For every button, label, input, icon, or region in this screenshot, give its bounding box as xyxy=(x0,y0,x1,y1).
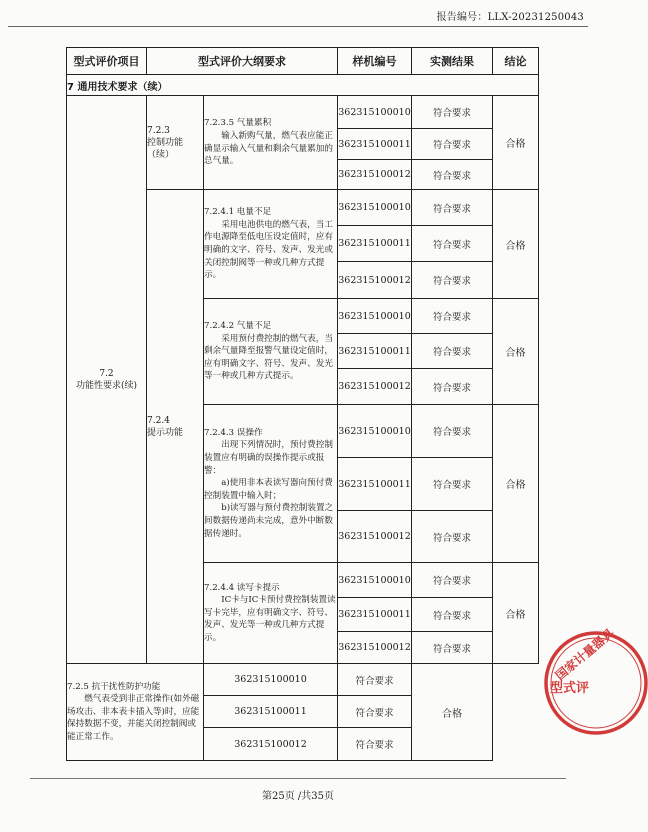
result-cell: 符合要求 xyxy=(412,458,493,511)
serial-number-cell: 362315100010 xyxy=(338,299,412,334)
serial-number-cell: 362315100011 xyxy=(338,598,412,632)
subgroup-name: 提示功能 xyxy=(147,427,184,438)
col-header-serial: 样机编号 xyxy=(338,48,412,75)
item-name: 功能性要求(续) xyxy=(75,380,138,391)
report-number: 报告编号：LLX-20231250043 xyxy=(436,12,584,23)
serial-number-cell: 362315100012 xyxy=(338,632,412,664)
serial-number-cell: 362315100011 xyxy=(204,696,338,728)
result-cell: 符合要求 xyxy=(338,728,412,761)
serial-number-cell: 362315100010 xyxy=(338,190,412,226)
serial-number-cell: 362315100010 xyxy=(338,96,412,129)
subgroup-name: 控制功能（续） xyxy=(147,137,184,160)
requirement-heading: 7.2.5 抗干扰性防护功能 xyxy=(67,681,161,692)
result-cell: 符合要求 xyxy=(412,262,493,299)
subgroup-code: 7.2.4 xyxy=(147,415,170,426)
requirement-cell xyxy=(204,190,338,299)
seal-ring xyxy=(546,633,646,733)
table-row xyxy=(67,664,539,696)
requirement-text: 出现下列情况时，预付费控制装置应有明确的误操作提示或报警： xyxy=(204,440,333,476)
conclusion-cell: 合格 xyxy=(412,664,493,761)
serial-number-cell: 362315100012 xyxy=(338,160,412,190)
requirement-cell xyxy=(204,405,338,563)
subgroup-cell xyxy=(147,96,204,190)
result-cell: 符合要求 xyxy=(412,190,493,226)
item-number: 7.2 xyxy=(99,368,114,379)
conclusion-cell: 合格 xyxy=(493,563,539,664)
official-seal xyxy=(538,625,648,738)
serial-number-cell: 362315100011 xyxy=(338,334,412,369)
section-title: 7 通用技术要求（续） xyxy=(67,75,539,96)
requirement-heading: 7.2.4.4 读写卡提示 xyxy=(204,582,280,593)
result-cell: 符合要求 xyxy=(412,129,493,160)
serial-number-cell: 362315100010 xyxy=(204,664,338,696)
result-cell: 符合要求 xyxy=(412,226,493,262)
serial-number-cell: 362315100010 xyxy=(338,405,412,458)
result-cell: 符合要求 xyxy=(412,563,493,598)
item-cell xyxy=(67,96,147,664)
result-cell: 符合要求 xyxy=(412,598,493,632)
requirement-cell xyxy=(204,299,338,405)
serial-number-cell: 362315100010 xyxy=(338,563,412,598)
table-header-row xyxy=(67,48,539,75)
page-number: 第25页 /共35页 xyxy=(262,791,334,802)
result-cell: 符合要求 xyxy=(412,96,493,129)
result-cell: 符合要求 xyxy=(338,664,412,696)
requirement-heading: 7.2.4.2 气量不足 xyxy=(204,321,272,332)
conclusion-cell: 合格 xyxy=(493,299,539,405)
requirement-text: 采用预付费控制的燃气表，当剩余气量降至报警气量设定值时，应有明确文字、符号、发声、发光等一种或几种方式提示。 xyxy=(204,333,333,382)
requirement-text: 燃气表受到非正常操作(如外磁场攻击、非本表卡插入等)时，应能保持数据不变，并能关闭控制阀或能正常工作。 xyxy=(67,694,200,742)
serial-number-cell: 362315100012 xyxy=(204,728,338,761)
subgroup-code: 7.2.3 xyxy=(147,125,170,136)
result-cell: 符合要求 xyxy=(412,160,493,190)
requirement-cell xyxy=(204,563,338,664)
seal-text-center: 型式评 xyxy=(550,681,590,696)
serial-number-cell: 362315100011 xyxy=(338,458,412,511)
result-cell: 符合要求 xyxy=(412,299,493,334)
conclusion-cell: 合格 xyxy=(493,96,539,190)
col-header-item: 型式评价项目 xyxy=(67,48,147,75)
requirement-cell xyxy=(204,96,338,190)
result-cell: 符合要求 xyxy=(412,334,493,369)
requirement-heading: 7.2.4.1 电量不足 xyxy=(204,207,272,218)
requirement-text: 采用电池供电的燃气表，当工作电源降至低电压设定值时，应有明确的文字、符号、发声、发光或关闭控制阀等一种或几种方式提示。 xyxy=(204,219,333,281)
table-row xyxy=(67,96,539,129)
result-cell: 符合要求 xyxy=(338,696,412,728)
conclusion-cell: 合格 xyxy=(493,405,539,563)
result-cell: 符合要求 xyxy=(412,405,493,458)
serial-number-cell: 362315100012 xyxy=(338,262,412,299)
footer-rule xyxy=(30,778,566,779)
result-cell: 符合要求 xyxy=(412,632,493,664)
conclusion-cell: 合格 xyxy=(493,190,539,299)
section-row xyxy=(67,75,539,96)
requirement-heading: 7.2.4.3 误操作 xyxy=(204,427,263,438)
subgroup-cell xyxy=(147,190,204,664)
result-cell: 符合要求 xyxy=(412,511,493,563)
evaluation-table xyxy=(66,47,539,761)
requirement-text: IC卡与IC卡预付费控制装置读写卡完毕，应有明确文字、符号、发声、发光等一种或几种方式提示。 xyxy=(204,595,336,643)
requirement-text: a)使用非本表读写器向预付费控制装置中输入时； xyxy=(204,478,333,501)
seal-inner-ring xyxy=(551,638,641,728)
serial-number-cell: 362315100012 xyxy=(338,511,412,563)
col-header-requirement: 型式评价大纲要求 xyxy=(147,48,338,75)
serial-number-cell: 362315100011 xyxy=(338,226,412,262)
requirement-heading: 7.2.3.5 气量累积 xyxy=(204,118,272,129)
requirement-text: b)读写器与预付费控制装置之间数据传递尚未完成，意外中断数据传递时。 xyxy=(204,503,334,539)
result-cell: 符合要求 xyxy=(412,369,493,405)
requirement-cell xyxy=(67,664,204,761)
serial-number-cell: 362315100011 xyxy=(338,129,412,160)
serial-number-cell: 362315100012 xyxy=(338,369,412,405)
col-header-conclusion: 结论 xyxy=(493,48,539,75)
requirement-text: 输入新购气量，燃气表应能正确显示输入气量和剩余气量累加的总气量。 xyxy=(204,130,333,167)
header-rule xyxy=(8,26,588,27)
col-header-result: 实测结果 xyxy=(412,48,493,75)
seal-text-arc: 国家计量器具 xyxy=(552,625,617,683)
